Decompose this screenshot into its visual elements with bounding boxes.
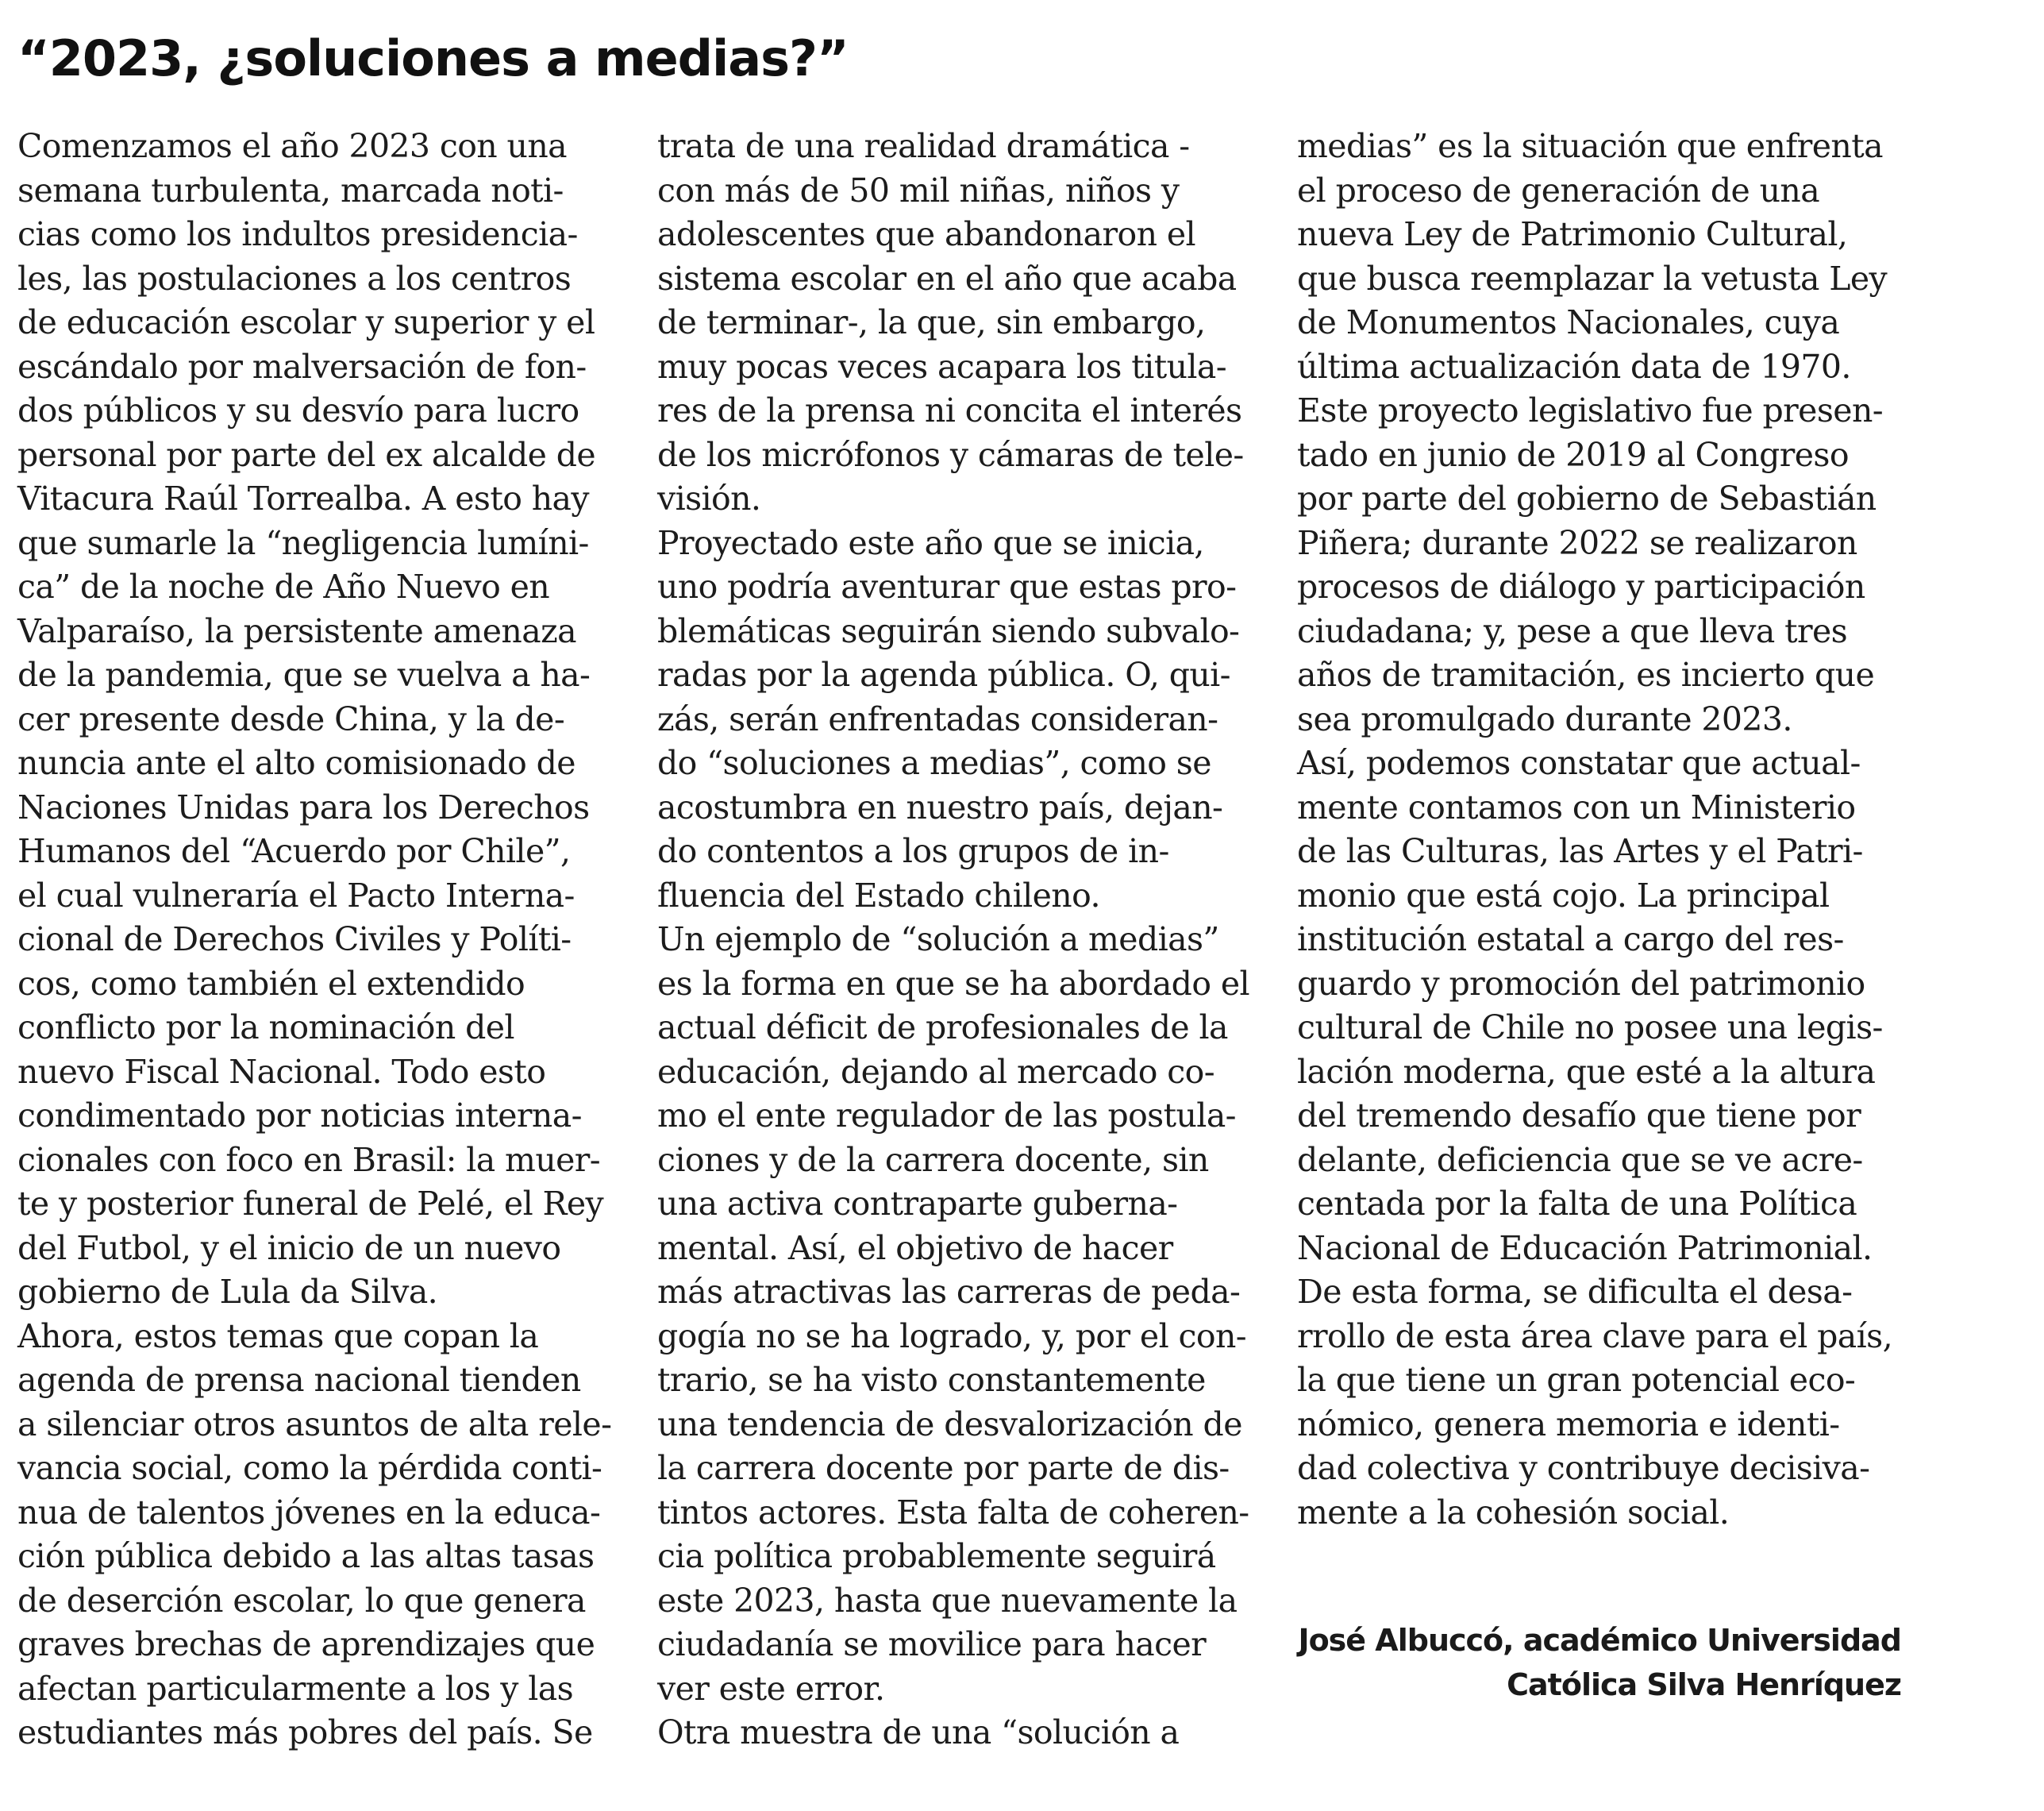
article-line: Valparaíso, la persistente amenaza [17, 611, 576, 650]
article-line: de educación escolar y superior y el [17, 303, 595, 341]
article-line: acostumbra en nuestro país, dejan- [657, 788, 1223, 827]
article-line: del Futbol, y el inicio de un nuevo [17, 1228, 561, 1267]
article-line: el cual vulneraría el Pacto Interna- [17, 876, 575, 915]
article-line: años de tramitación, es incierto que [1297, 656, 1875, 694]
article-line: afectan particularmente a los y las [17, 1669, 574, 1708]
article-line: a silenciar otros asuntos de alta rele- [17, 1404, 612, 1443]
article-column-2 [657, 125, 1284, 1755]
article-line: cional de Derechos Civiles y Políti- [17, 920, 572, 958]
article-line: de la pandemia, que se vuelva a ha- [17, 656, 591, 694]
article-line: mo el ente regulador de las postula- [657, 1096, 1236, 1135]
byline-line-1: José Albuccó, académico Universidad [1298, 1623, 1901, 1658]
article-line: con más de 50 mil niñas, niños y [657, 171, 1180, 210]
article-line: cultural de Chile no posee una legis- [1297, 1008, 1883, 1046]
article-line: vancia social, como la pérdida conti- [17, 1449, 602, 1487]
article-line: cias como los indultos presidencia- [17, 215, 578, 253]
article-line: lación moderna, que esté a la altura [1297, 1052, 1876, 1091]
article-line: nuncia ante el alto comisionado de [17, 744, 575, 782]
article-line: personal por parte del ex alcalde de [17, 435, 596, 474]
article-line: Piñera; durante 2022 se realizaron [1297, 523, 1857, 562]
article-line: uno podría aventurar que estas pro- [657, 568, 1237, 606]
article-line: nómico, genera memoria e identi- [1297, 1404, 1840, 1443]
article-line: el proceso de generación de una [1297, 171, 1820, 210]
article-line: mente a la cohesión social. [1297, 1493, 1730, 1532]
article-line: tado en junio de 2019 al Congreso [1297, 435, 1849, 474]
article-line: ción pública debido a las altas tasas [17, 1537, 595, 1575]
article-line: Naciones Unidas para los Derechos [17, 788, 590, 827]
article-line: de deserción escolar, lo que genera [17, 1581, 586, 1620]
article-line: zás, serán enfrentadas consideran- [657, 699, 1218, 738]
article-column-3 [1297, 125, 1924, 1535]
article-line: ciudadana; y, pese a que lleva tres [1297, 611, 1848, 650]
article-line: res de la prensa ni concita el interés [657, 391, 1242, 430]
article-line: Un ejemplo de “solución a medias” [657, 920, 1219, 958]
article-line: agenda de prensa nacional tienden [17, 1361, 581, 1399]
article-line: conflicto por la nominación del [17, 1008, 514, 1046]
article-line: nua de talentos jóvenes en la educa- [17, 1493, 601, 1532]
article-line: semana turbulenta, marcada noti- [17, 171, 564, 210]
article-line: Humanos del “Acuerdo por Chile”, [17, 832, 571, 870]
article-line: ciones y de la carrera docente, sin [657, 1140, 1209, 1179]
article-line: trata de una realidad dramática - [657, 127, 1190, 165]
article-line: delante, deficiencia que se ve acre- [1297, 1140, 1863, 1179]
article-line: sistema escolar en el año que acaba [657, 259, 1237, 298]
article-line: estudiantes más pobres del país. Se [17, 1713, 593, 1751]
article-line: cionales con foco en Brasil: la muer- [17, 1140, 601, 1179]
article-line: adolescentes que abandonaron el [657, 215, 1195, 253]
article-line: que busca reemplazar la vetusta Ley [1297, 259, 1888, 298]
article-line: Ahora, estos temas que copan la [17, 1316, 539, 1355]
article-line: guardo y promoción del patrimonio [1297, 964, 1865, 1003]
article-line: de terminar-, la que, sin embargo, [657, 303, 1206, 341]
byline-line-2: Católica Silva Henríquez [1507, 1667, 1901, 1702]
article-line: actual déficit de profesionales de la [657, 1008, 1228, 1046]
article-line: Este proyecto legislativo fue presen- [1297, 391, 1884, 430]
article-line: mente contamos con un Ministerio [1297, 788, 1856, 827]
article-line: Otra muestra de una “solución a [657, 1713, 1180, 1751]
article-line: institución estatal a cargo del res- [1297, 920, 1844, 958]
article-line: cia política probablemente seguirá [657, 1537, 1216, 1575]
article-line: Comenzamos el año 2023 con una [17, 127, 567, 165]
article-line: dos públicos y su desvío para lucro [17, 391, 579, 430]
article-line: De esta forma, se dificulta el desa- [1297, 1273, 1853, 1311]
article-line: de Monumentos Nacionales, cuya [1297, 303, 1840, 341]
article-line: más atractivas las carreras de peda- [657, 1273, 1241, 1311]
article-line: les, las postulaciones a los centros [17, 259, 572, 298]
article-line: educación, dejando al mercado co- [657, 1052, 1214, 1091]
article-line: monio que está cojo. La principal [1297, 876, 1830, 915]
article-line: Nacional de Educación Patrimonial. [1297, 1228, 1873, 1267]
article-line: ca” de la noche de Año Nuevo en [17, 568, 550, 606]
article-line: tintos actores. Esta falta de coheren- [657, 1493, 1249, 1532]
article-line: rrollo de esta área clave para el país, [1297, 1316, 1893, 1355]
article-line: gobierno de Lula da Silva. [17, 1273, 438, 1311]
headline: “2023, ¿soluciones a medias?” [17, 29, 849, 87]
article-line: fluencia del Estado chileno. [657, 876, 1100, 915]
article-line: última actualización data de 1970. [1297, 347, 1851, 386]
article-line: ver este error. [657, 1669, 885, 1708]
article-line: que sumarle la “negligencia lumíni- [17, 523, 589, 562]
article-line: Vitacura Raúl Torrealba. A esto hay [17, 480, 589, 518]
article-line: muy pocas veces acapara los titula- [657, 347, 1226, 386]
article-line: ciudadanía se movilice para hacer [657, 1625, 1207, 1663]
article-line: radas por la agenda pública. O, qui- [657, 656, 1230, 694]
article-line: nueva Ley de Patrimonio Cultural, [1297, 215, 1848, 253]
article-line: es la forma en que se ha abordado el [657, 964, 1250, 1003]
article-line: do “soluciones a medias”, como se [657, 744, 1211, 782]
article-line: escándalo por malversación de fon- [17, 347, 587, 386]
article-line: visión. [657, 480, 761, 518]
article-line: cer presente desde China, y la de- [17, 699, 565, 738]
author-byline [1298, 1618, 1901, 1707]
article-line: la que tiene un gran potencial eco- [1297, 1361, 1856, 1399]
article-line: trario, se ha visto constantemente [657, 1361, 1206, 1399]
article-line: del tremendo desafío que tiene por [1297, 1096, 1861, 1135]
article-line: blemáticas seguirán siendo subvalo- [657, 611, 1240, 650]
article-line: mental. Así, el objetivo de hacer [657, 1228, 1173, 1267]
article-line: Proyectado este año que se inicia, [657, 523, 1204, 562]
article-line: te y posterior funeral de Pelé, el Rey [17, 1185, 604, 1223]
article-line: Así, podemos constatar que actual- [1297, 744, 1861, 782]
article-line: cos, como también el extendido [17, 964, 525, 1003]
article-line: centada por la falta de una Política [1297, 1185, 1857, 1223]
article-line: graves brechas de aprendizajes que [17, 1625, 595, 1663]
article-line: una tendencia de desvalorización de [657, 1404, 1242, 1443]
article-line: nuevo Fiscal Nacional. Todo esto [17, 1052, 546, 1091]
article-line: por parte del gobierno de Sebastián [1297, 480, 1877, 518]
article-line: medias” es la situación que enfrenta [1297, 127, 1883, 165]
article-line: procesos de diálogo y participación [1297, 568, 1865, 606]
article-line: sea promulgado durante 2023. [1297, 699, 1792, 738]
article-line: condimentado por noticias interna- [17, 1096, 582, 1135]
article-line: la carrera docente por parte de dis- [657, 1449, 1230, 1487]
article-line: de los micrófonos y cámaras de tele- [657, 435, 1244, 474]
article-line: de las Culturas, las Artes y el Patri- [1297, 832, 1863, 870]
article-line: este 2023, hasta que nuevamente la [657, 1581, 1238, 1620]
article-line: do contentos a los grupos de in- [657, 832, 1169, 870]
article-line: gogía no se ha logrado, y, por el con- [657, 1316, 1247, 1355]
article-line: dad colectiva y contribuye decisiva- [1297, 1449, 1870, 1487]
article-line: una activa contraparte guberna- [657, 1185, 1178, 1223]
article-column-1 [17, 125, 645, 1755]
